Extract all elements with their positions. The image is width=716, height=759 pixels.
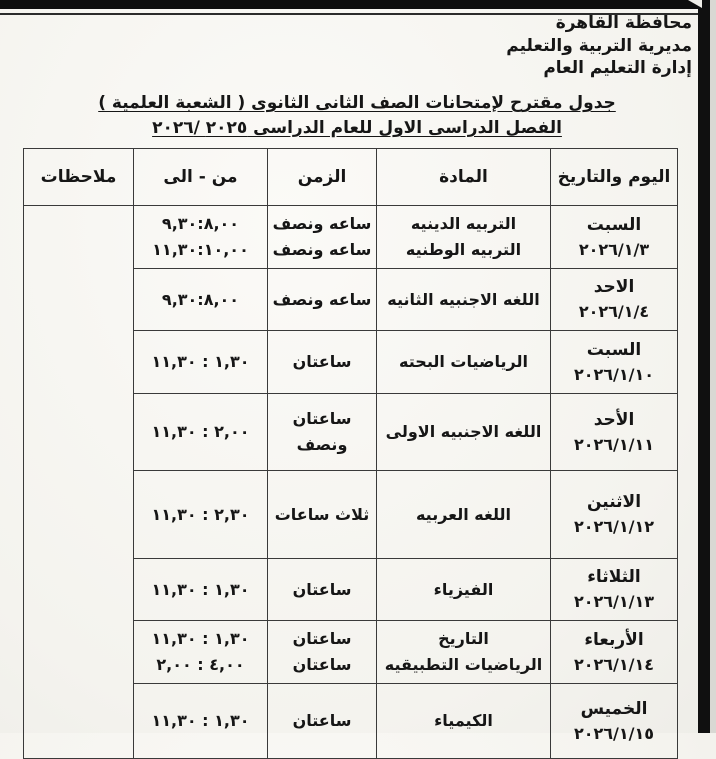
duration-cell [268, 559, 377, 621]
org-line-directorate: مديرية التربية والتعليم [506, 35, 692, 56]
from-to-cell [134, 621, 268, 684]
day-date-cell [551, 621, 678, 684]
scan-edge-right-margin [710, 0, 716, 733]
subject-cell [377, 269, 551, 331]
notes-cell [24, 206, 134, 759]
subject-line: التربيه الوطنيه [405, 240, 522, 259]
day-name: الخميس [580, 698, 648, 719]
subject-cell [377, 559, 551, 621]
duration-line: ساعه ونصف [272, 289, 372, 309]
time-line: ١,٣٠ : ١١,٣٠ [151, 579, 250, 599]
duration-line: ساعتان [292, 629, 352, 648]
col-header-day-date: اليوم والتاريخ [551, 149, 678, 206]
day-date: ٢٠٢٦/١/١١ [573, 434, 655, 454]
from-to-cell [134, 559, 268, 621]
day-name: السبت [586, 214, 642, 235]
from-to-cell [134, 269, 268, 331]
day-name: السبت [586, 339, 642, 360]
day-name: الثلاثاء [587, 567, 641, 587]
day-date: ٢٠٢٦/١/١٥ [573, 723, 655, 743]
day-name: الأربعاء [584, 629, 644, 650]
time-line: ١١,٣٠:١٠,٠٠ [152, 240, 249, 259]
day-date-cell [551, 559, 678, 621]
duration-cell [268, 269, 377, 331]
time-line: ٩,٣٠:٨,٠٠ [161, 214, 240, 233]
duration-line: ساعتان [292, 655, 352, 674]
from-to-cell [134, 206, 268, 269]
table-row [24, 206, 678, 269]
subject-line: اللغه الاجنبيه الاولى [385, 422, 542, 441]
duration-line: ساعه ونصف [272, 240, 372, 259]
document-title [96, 91, 618, 141]
time-line: ٩,٣٠:٨,٠٠ [161, 289, 240, 309]
from-to-cell [134, 684, 268, 759]
time-line: ١,٣٠ : ١١,٣٠ [151, 711, 250, 730]
subject-line: اللغه الاجنبيه الثانيه [387, 289, 540, 309]
subject-line: التاريخ [438, 629, 489, 648]
exam-schedule-table [23, 148, 678, 759]
org-header [506, 12, 692, 80]
subject-line: الرياضيات التطبيقيه [384, 655, 543, 674]
subject-cell [377, 684, 551, 759]
document-title-line-1: جدول مقترح لإمتحانات الصف الثانى الثانوى ( الشعبة العلمية ) [98, 93, 616, 113]
time-line: ٢,٠٠ : ١١,٣٠ [151, 422, 250, 441]
day-date-cell [551, 331, 678, 394]
subject-line: الكيمياء [434, 711, 493, 730]
col-header-duration: الزمن [268, 149, 377, 206]
subject-line: الفيزياء [433, 579, 494, 599]
page-corner-notch [688, 0, 702, 8]
col-header-subject: المادة [377, 149, 551, 206]
scan-edge-right-bar [698, 0, 710, 733]
day-date: ٢٠٢٦/١/١٤ [573, 654, 655, 674]
day-date: ٢٠٢٦/١/١٣ [573, 592, 655, 611]
day-date: ٢٠٢٦/١/٣ [578, 239, 650, 259]
org-line-administration: إدارة التعليم العام [543, 58, 692, 78]
duration-line: ثلاث ساعات [274, 504, 370, 524]
document-title-line-2: الفصل الدراسى الاول للعام الدراسى ٢٠٢٥ /٢٠٢٦ [152, 118, 562, 138]
day-name: الاثنين [586, 492, 642, 512]
time-line: ٢,٣٠ : ١١,٣٠ [151, 504, 250, 524]
day-date-cell [551, 206, 678, 269]
subject-cell [377, 621, 551, 684]
org-line-governorate: محافظة القاهرة [555, 13, 692, 33]
col-header-notes: ملاحظات [24, 149, 134, 206]
duration-cell [268, 471, 377, 559]
duration-line: ساعتان [292, 711, 352, 730]
subject-cell [377, 394, 551, 471]
day-date-cell [551, 394, 678, 471]
scan-edge-top-bar [0, 0, 716, 9]
day-name: الاحد [593, 277, 635, 297]
time-line: ٤,٠٠ : ٢,٠٠ [156, 655, 245, 674]
duration-cell [268, 206, 377, 269]
from-to-cell [134, 471, 268, 559]
duration-line: ساعتان [292, 579, 352, 599]
day-date: ٢٠٢٦/١/١٠ [573, 364, 655, 384]
table-header-row [24, 149, 678, 206]
duration-line: ساعتان ونصف [292, 409, 352, 454]
schedule-table-body [24, 206, 678, 759]
subject-line: التربيه الدينيه [410, 214, 517, 233]
day-date-cell [551, 684, 678, 759]
subject-line: الرياضيات البحته [399, 352, 528, 371]
time-line: ١,٣٠ : ١١,٣٠ [151, 629, 250, 648]
day-date: ٢٠٢٦/١/٤ [578, 302, 650, 321]
col-header-from-to: من - الى [134, 149, 268, 206]
duration-cell [268, 621, 377, 684]
day-date-cell [551, 471, 678, 559]
from-to-cell [134, 394, 268, 471]
from-to-cell [134, 331, 268, 394]
time-line: ١,٣٠ : ١١,٣٠ [151, 352, 250, 371]
day-name: الأحد [593, 409, 635, 430]
subject-cell [377, 206, 551, 269]
duration-line: ساعه ونصف [272, 214, 372, 233]
subject-line: اللغه العربيه [415, 504, 512, 524]
duration-line: ساعتان [292, 352, 352, 371]
duration-cell [268, 394, 377, 471]
subject-cell [377, 471, 551, 559]
day-date: ٢٠٢٦/١/١٢ [573, 517, 655, 536]
day-date-cell [551, 269, 678, 331]
duration-cell [268, 331, 377, 394]
duration-cell [268, 684, 377, 759]
subject-cell [377, 331, 551, 394]
